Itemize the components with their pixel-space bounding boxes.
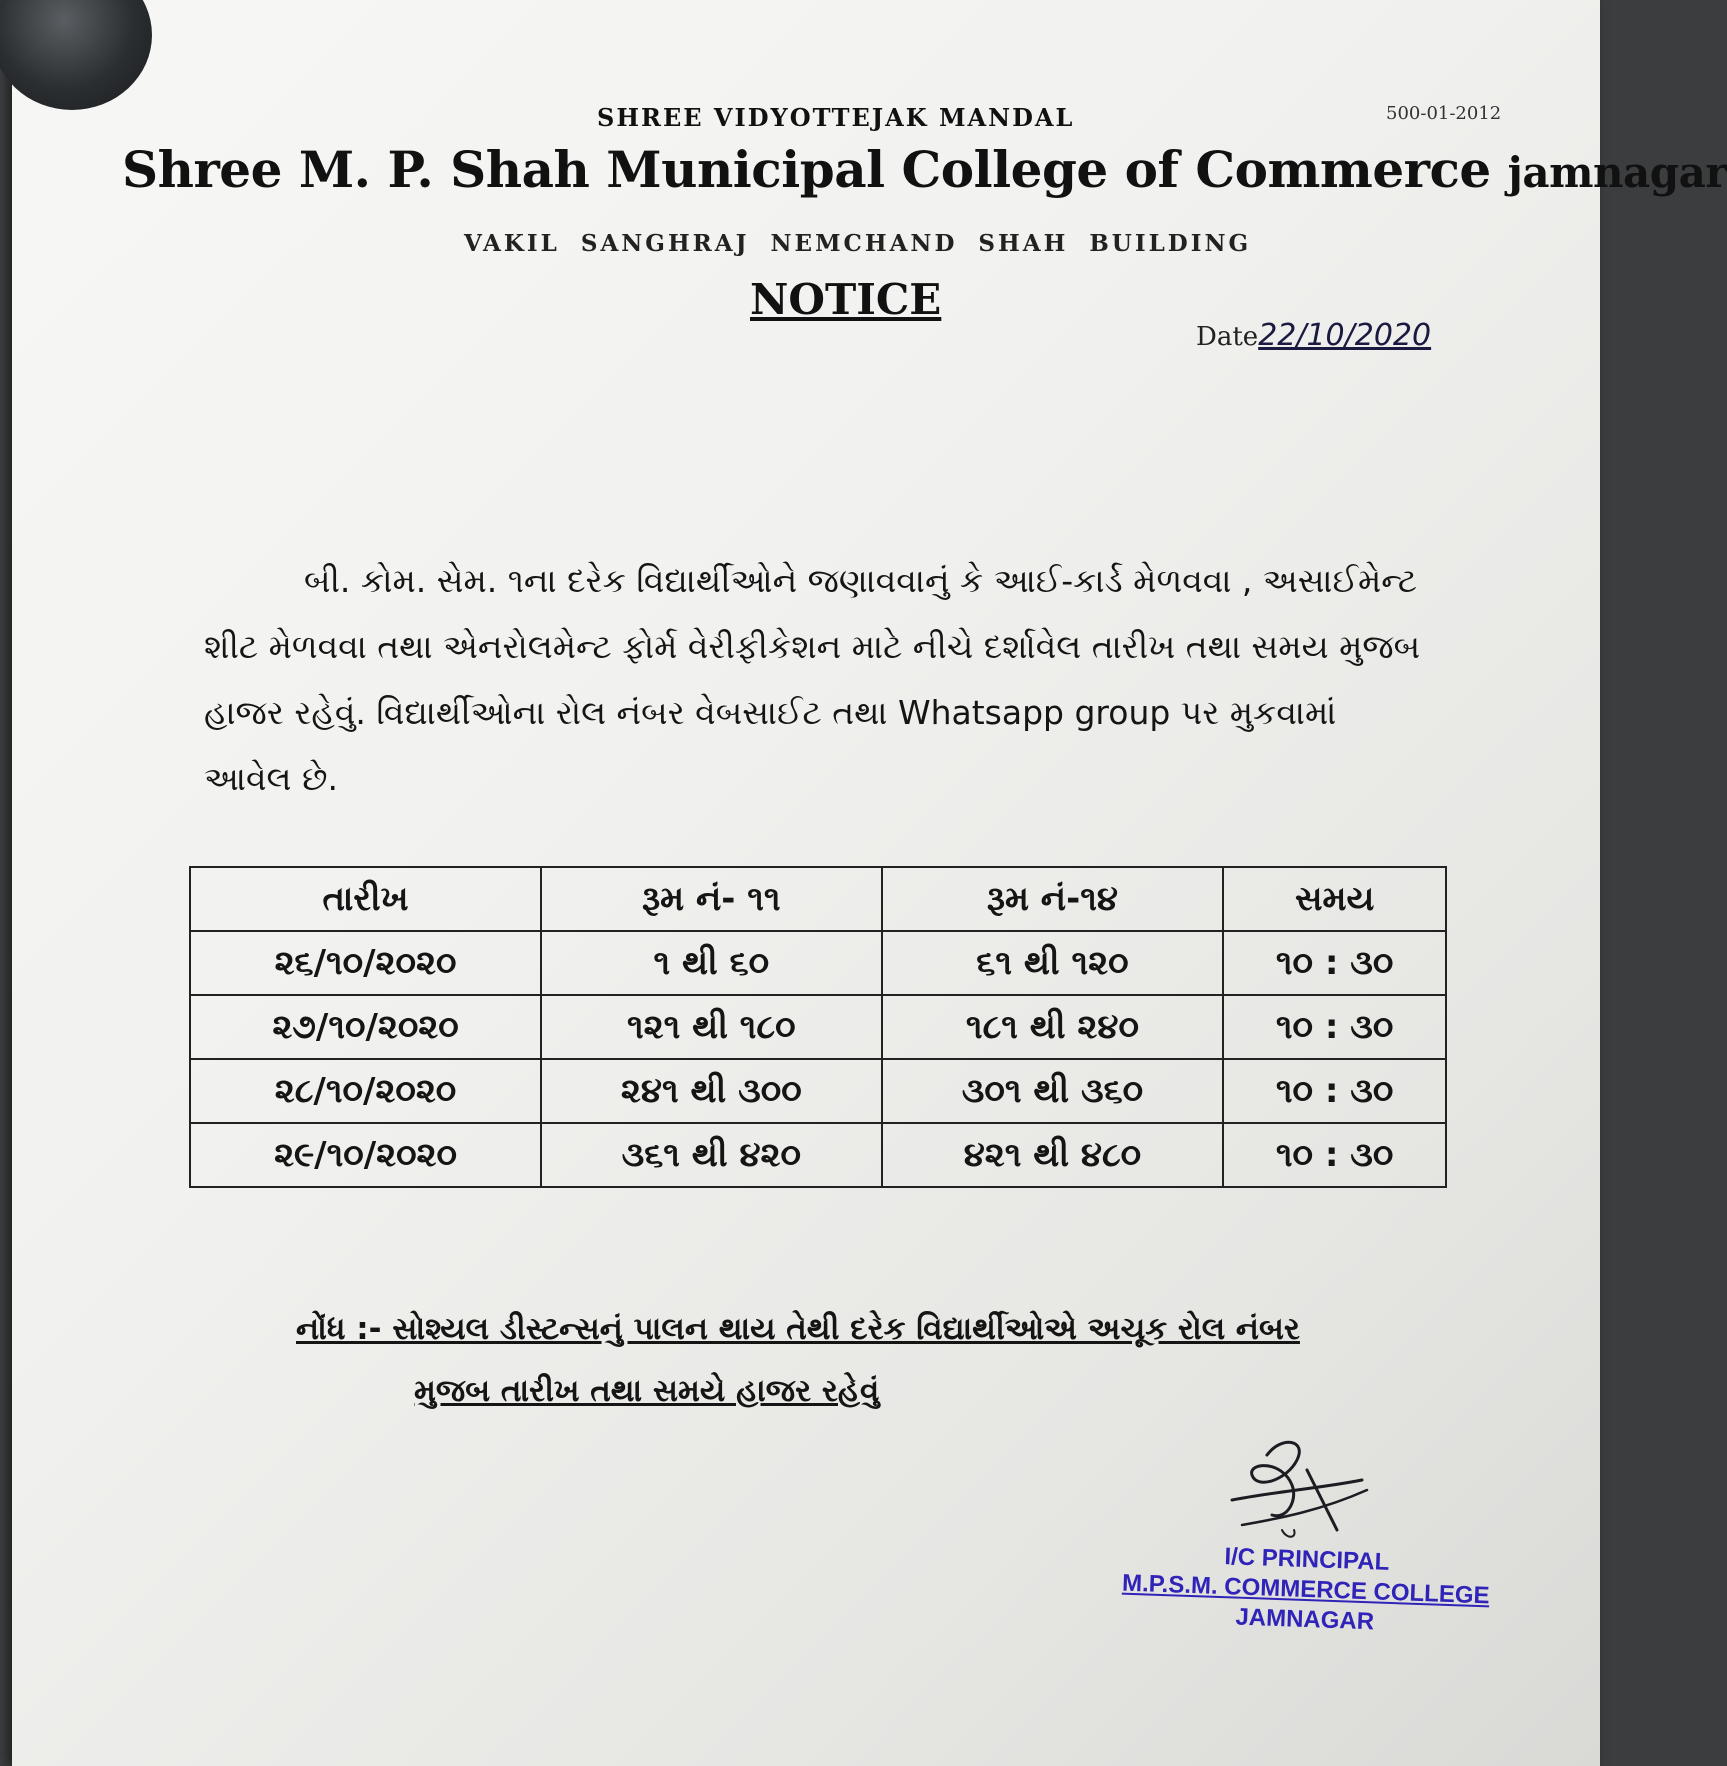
cell-time: ૧૦ : ૩૦ [1223, 1059, 1446, 1123]
table-row [190, 995, 1446, 1059]
reference-number: 500-01-2012 [1386, 103, 1502, 124]
binder-clip [0, 0, 152, 110]
note-line-1: નોંધ :- સોશ્યલ ડીસ્ટન્સનું પાલન થાય તેથી દરેક વિદ્યાર્થીઓએ અચૂક રોલ નંબર [296, 1311, 1300, 1347]
cell-room-14: ૩૦૧ થી ૩૬૦ [882, 1059, 1224, 1123]
cell-room-11: ૧ થી ૬૦ [541, 931, 882, 995]
table-row [190, 931, 1446, 995]
cell-time: ૧૦ : ૩૦ [1223, 931, 1446, 995]
header-time: સમય [1223, 867, 1446, 931]
stamp-line-3: JAMNAGAR [1234, 1603, 1375, 1636]
stamp-line-2: M.P.S.M. COMMERCE COLLEGE [1121, 1569, 1490, 1610]
schedule-table [189, 866, 1447, 1188]
table-row [190, 1123, 1446, 1187]
cell-room-11: ૨૪૧ થી ૩૦૦ [541, 1059, 882, 1123]
cell-time: ૧૦ : ૩૦ [1223, 995, 1446, 1059]
cell-room-14: ૬૧ થી ૧૨૦ [882, 931, 1224, 995]
college-title: Shree M. P. Shah Municipal College of Commerce [122, 140, 1491, 199]
stamp-line-1: I/C PRINCIPAL [1223, 1543, 1390, 1576]
building-name: VAKIL SANGHRAJ NEMCHAND SHAH BUILDING [464, 230, 1252, 257]
notice-date [1196, 318, 1431, 353]
college-city: jamnagar [1507, 148, 1727, 197]
principal-stamp [1121, 1539, 1492, 1642]
cell-room-11: ૧૨૧ થી ૧૮૦ [541, 995, 882, 1059]
cell-date: ૨૬/૧૦/૨૦૨૦ [190, 931, 541, 995]
signature-icon [1212, 1430, 1382, 1550]
cell-date: ૨૯/૧૦/૨૦૨૦ [190, 1123, 541, 1187]
cell-room-11: ૩૬૧ થી ૪૨૦ [541, 1123, 882, 1187]
note-section [296, 1298, 1436, 1422]
cell-room-14: ૧૮૧ થી ૨૪૦ [882, 995, 1224, 1059]
cell-time: ૧૦ : ૩૦ [1223, 1123, 1446, 1187]
cell-date: ૨૮/૧૦/૨૦૨૦ [190, 1059, 541, 1123]
cell-date: ૨૭/૧૦/૨૦૨૦ [190, 995, 541, 1059]
notice-paper [12, 0, 1727, 1766]
date-label: Date [1196, 322, 1259, 352]
college-name [122, 140, 1727, 199]
notice-title: NOTICE [750, 275, 942, 324]
note-line-2: મુજબ તારીખ તથા સમયે હાજર રહેવું [414, 1373, 880, 1409]
schedule-header-row [190, 867, 1446, 931]
header-room-11: રૂમ નં- ૧૧ [541, 867, 882, 931]
header-date: તારીખ [190, 867, 541, 931]
header-room-14: રૂમ નં-૧૪ [882, 867, 1224, 931]
date-value: 22/10/2020 [1258, 318, 1432, 353]
trust-name: SHREE VIDYOTTEJAK MANDAL [597, 103, 1075, 132]
notice-paragraph: બી. કોમ. સેમ. ૧ના દરેક વિદ્યાર્થીઓને જણાવવાનું કે આઈ-કાર્ડ મેળવવા , અસાઈમેન્ટ શીટ મેળવવા તથા એનરોલમેન્ટ ફોર્મ વેરીફીકેશન માટે નીચે દર્શાવેલ તારીખ તથા સમય મુજબ હાજર રહેવું. વિદ્યાર્થીઓના રોલ નંબર વેબસાઈટ તથા Whatsapp group પર મુકવામાં આવેલ છે. [204, 561, 1421, 798]
table-row [190, 1059, 1446, 1123]
cell-room-14: ૪૨૧ થી ૪૮૦ [882, 1123, 1224, 1187]
